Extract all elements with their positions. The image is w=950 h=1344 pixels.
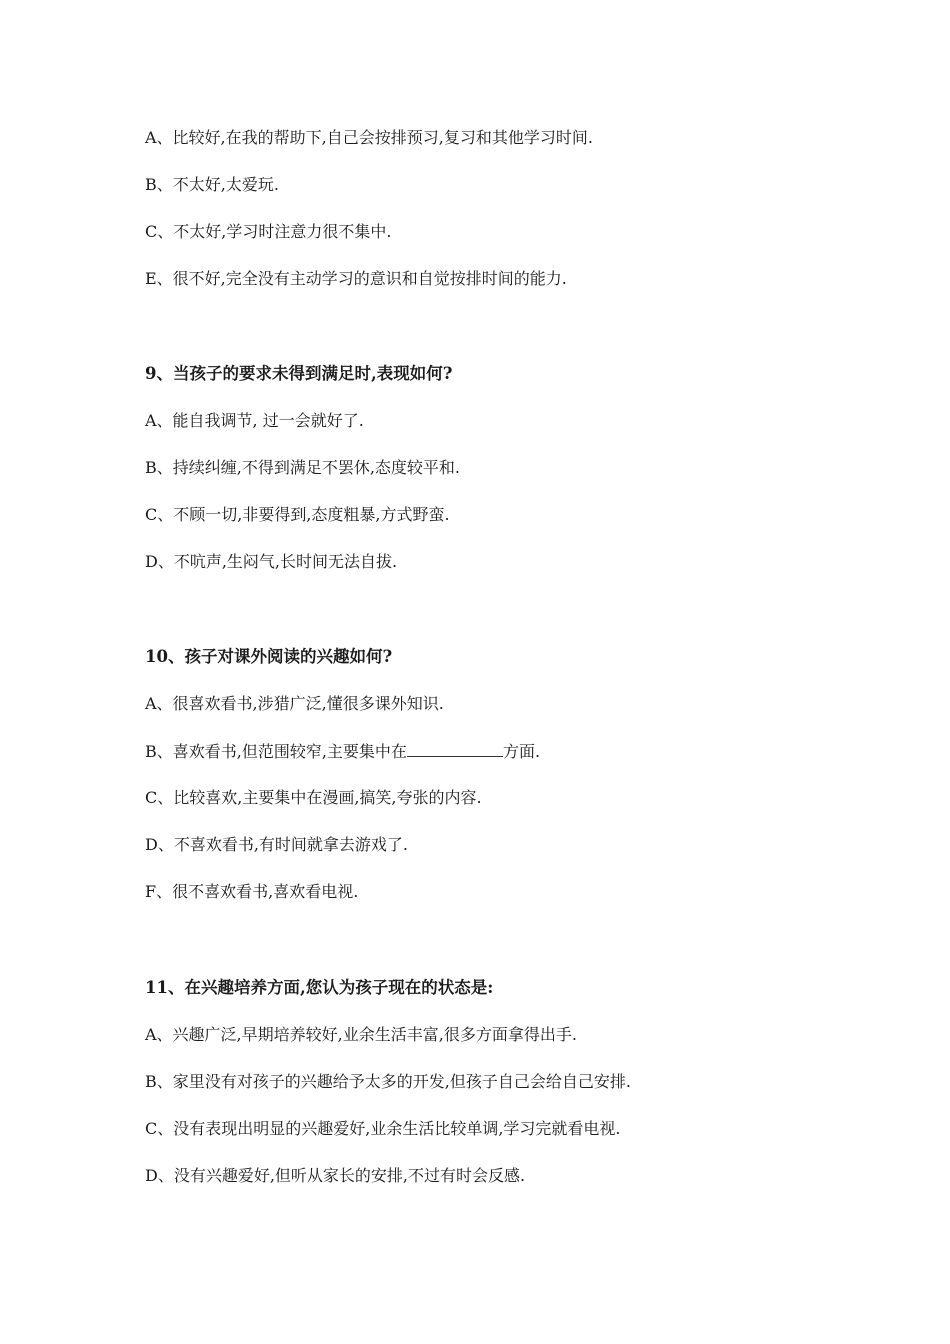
option-a: A、很喜欢看书,涉猎广泛,懂很多课外知识. xyxy=(145,694,444,713)
option-c: C、比较喜欢,主要集中在漫画,搞笑,夸张的内容. xyxy=(145,788,482,807)
option-b xyxy=(145,740,540,762)
option-a: A、兴趣广泛,早期培养较好,业余生活丰富,很多方面拿得出手. xyxy=(145,1025,577,1044)
option-a: A、能自我调节, 过一会就好了. xyxy=(145,411,364,430)
option-c: C、不顾一切,非要得到,态度粗暴,方式野蛮. xyxy=(145,505,450,524)
question-9-title: 9、当孩子的要求未得到满足时,表现如何? xyxy=(145,364,453,383)
option-f: F、很不喜欢看书,喜欢看电视. xyxy=(145,882,359,901)
option-b-text: B、喜欢看书,但范围较窄,主要集中在 xyxy=(145,742,407,761)
option-d: D、没有兴趣爱好,但听从家长的安排,不过有时会反感. xyxy=(145,1166,526,1185)
question-10-title: 10、孩子对课外阅读的兴趣如何? xyxy=(145,647,393,666)
option-b: B、家里没有对孩子的兴趣给予太多的开发,但孩子自己会给自己安排. xyxy=(145,1072,631,1091)
option-a: A、比较好,在我的帮助下,自己会按排预习,复习和其他学习时间. xyxy=(145,128,593,147)
option-c: C、不太好,学习时注意力很不集中. xyxy=(145,222,392,241)
option-d: D、不吭声,生闷气,长时间无法自拔. xyxy=(145,552,398,571)
question-11-title: 11、在兴趣培养方面,您认为孩子现在的状态是: xyxy=(145,978,494,997)
fill-in-blank xyxy=(407,740,503,757)
option-b: B、持续纠缠,不得到满足不罢休,态度较平和. xyxy=(145,458,461,477)
option-e: E、很不好,完全没有主动学习的意识和自觉按排时间的能力. xyxy=(145,269,567,288)
option-d: D、不喜欢看书,有时间就拿去游戏了. xyxy=(145,835,409,854)
option-c: C、没有表现出明显的兴趣爱好,业余生活比较单调,学习完就看电视. xyxy=(145,1119,621,1138)
option-b-suffix: 方面. xyxy=(502,742,541,761)
option-b: B、不太好,太爱玩. xyxy=(145,175,279,194)
